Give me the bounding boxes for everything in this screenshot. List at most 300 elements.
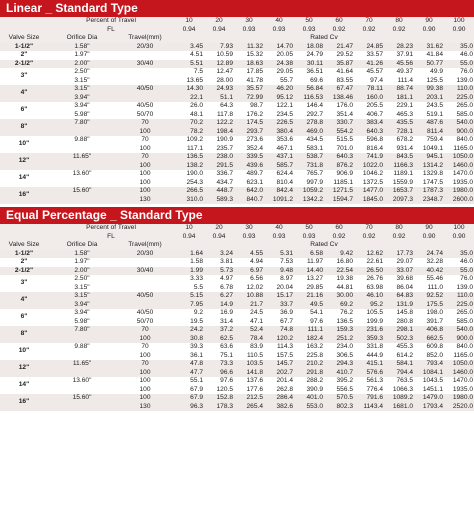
cv-value-cell: 36.51 xyxy=(294,68,324,77)
cv-value-cell: 906.9 xyxy=(324,170,354,179)
cv-value-cell: 20.05 xyxy=(264,51,294,60)
cv-value-cell: 226.5 xyxy=(264,119,294,128)
cv-value-cell: 802.3 xyxy=(324,403,354,412)
table-row xyxy=(0,153,474,162)
orifice-cell xyxy=(48,196,116,205)
cv-value-cell: 293.7 xyxy=(234,128,264,137)
cv-value-cell: 105.5 xyxy=(354,309,384,318)
cv-value-cell: 900.0 xyxy=(444,128,474,137)
cv-value-cell: 1143.4 xyxy=(354,403,384,412)
valve-size-cell: 12" xyxy=(0,153,48,170)
orifice-cell: 2.50" xyxy=(48,275,116,284)
cv-value-cell: 190.9 xyxy=(204,136,234,145)
orifice-cell: 1.58" xyxy=(48,43,116,52)
cv-value-cell: 55.1 xyxy=(174,377,204,386)
table-row xyxy=(0,145,474,154)
cv-value-cell: 997.9 xyxy=(294,179,324,188)
cv-value-cell: 1470.0 xyxy=(444,170,474,179)
cv-value-cell: 1594.7 xyxy=(324,196,354,205)
cv-value-cell: 14.70 xyxy=(264,43,294,52)
cv-value-cell: 731.8 xyxy=(294,162,324,171)
valve-size-cell: 8" xyxy=(0,326,48,343)
travel-cell xyxy=(116,275,174,284)
valve-size-cell: 1-1/2" xyxy=(0,250,48,259)
fl-value: 0.90 xyxy=(414,233,444,242)
table-row xyxy=(0,43,474,52)
cv-value-cell: 139.0 xyxy=(444,284,474,293)
cv-value-cell: 15.32 xyxy=(234,51,264,60)
cv-value-cell: 110.0 xyxy=(444,85,474,94)
percent-row xyxy=(0,17,474,26)
cv-value-cell: 1980.0 xyxy=(444,187,474,196)
cv-value-cell: 852.0 xyxy=(414,352,444,361)
table-row xyxy=(0,386,474,395)
cv-value-cell: 39.68 xyxy=(384,275,414,284)
cv-value-cell: 585.0 xyxy=(444,318,474,327)
cv-value-cell: 1066.3 xyxy=(384,386,414,395)
orifice-cell xyxy=(48,162,116,171)
fl-value: 0.92 xyxy=(324,26,354,35)
cv-value-cell: 231.6 xyxy=(354,326,384,335)
cv-value-cell: 465.3 xyxy=(384,111,414,120)
travel-cell: 100 xyxy=(116,170,174,179)
cv-value-cell: 1477.0 xyxy=(354,187,384,196)
travel-header: Travel(mm) xyxy=(116,241,174,250)
table-row xyxy=(0,111,474,120)
cv-value-cell: 390.9 xyxy=(294,386,324,395)
cv-value-cell: 70.2 xyxy=(174,119,204,128)
cv-value-cell: 19.38 xyxy=(324,275,354,284)
percent-value: 60 xyxy=(324,224,354,233)
cv-value-cell: 17.85 xyxy=(234,68,264,77)
orifice-dia-header: Orifice Dia xyxy=(48,241,116,250)
table-row xyxy=(0,68,474,77)
orifice-cell xyxy=(48,145,116,154)
valve-size-cell: 10" xyxy=(0,136,48,153)
cv-value-cell: 900.0 xyxy=(444,335,474,344)
orifice-cell: 5.98" xyxy=(48,318,116,327)
cv-value-cell: 4.97 xyxy=(204,275,234,284)
fl-row xyxy=(0,233,474,242)
orifice-cell: 13.60" xyxy=(48,170,116,179)
cv-value-cell: 136.5 xyxy=(174,153,204,162)
cv-value-cell: 117.1 xyxy=(174,145,204,154)
cv-value-cell: 17.73 xyxy=(384,250,414,259)
travel-cell: 100 xyxy=(116,335,174,344)
travel-cell xyxy=(116,68,174,77)
cv-value-cell: 146.4 xyxy=(294,102,324,111)
fl-value: 0.94 xyxy=(174,233,204,242)
cv-value-cell: 47.7 xyxy=(174,369,204,378)
table-row xyxy=(0,352,474,361)
cv-value-cell: 28.23 xyxy=(384,43,414,52)
cv-value-cell: 24.85 xyxy=(354,43,384,52)
cv-value-cell: 330.7 xyxy=(324,119,354,128)
cv-value-cell: 1681.0 xyxy=(384,403,414,412)
cv-value-cell: 229.1 xyxy=(384,102,414,111)
cv-value-cell: 76.0 xyxy=(444,68,474,77)
cv-value-cell: 95.2 xyxy=(354,301,384,310)
travel-cell: 130 xyxy=(116,196,174,205)
table-row xyxy=(0,377,474,386)
valve-size-cell: 4" xyxy=(0,85,48,102)
orifice-cell: 3.94" xyxy=(48,94,116,103)
orifice-cell: 3.15" xyxy=(48,85,116,94)
travel-cell: 100 xyxy=(116,187,174,196)
fl-value: 0.93 xyxy=(264,233,294,242)
travel-header: Travel(mm) xyxy=(116,34,174,43)
cv-value-cell: 1460.0 xyxy=(444,369,474,378)
cv-value-cell: 624.4 xyxy=(264,170,294,179)
travel-cell: 30/40 xyxy=(116,60,174,69)
cv-value-cell: 1451.1 xyxy=(414,386,444,395)
travel-cell: 70 xyxy=(116,326,174,335)
cv-value-cell: 6.27 xyxy=(204,292,234,301)
blank-cell xyxy=(0,17,48,26)
orifice-cell: 11.65" xyxy=(48,360,116,369)
cv-value-cell: 395.2 xyxy=(324,377,354,386)
cv-value-cell: 840.7 xyxy=(234,196,264,205)
cv-value-cell: 1046.2 xyxy=(354,170,384,179)
cv-value-cell: 212.5 xyxy=(234,394,264,403)
cv-value-cell: 181.1 xyxy=(384,94,414,103)
cv-value-cell: 145.7 xyxy=(264,360,294,369)
cv-value-cell: 37.91 xyxy=(384,51,414,60)
cv-value-cell: 225.0 xyxy=(444,94,474,103)
cv-value-cell: 583.1 xyxy=(294,145,324,154)
travel-cell: 100 xyxy=(116,352,174,361)
travel-cell: 100 xyxy=(116,394,174,403)
cv-value-cell: 3.81 xyxy=(204,258,234,267)
cv-value-cell: 75.1 xyxy=(204,352,234,361)
cv-value-cell: 159.3 xyxy=(324,326,354,335)
cv-value-cell: 136.5 xyxy=(324,318,354,327)
orifice-cell: 5.98" xyxy=(48,111,116,120)
travel-cell: 100 xyxy=(116,369,174,378)
cv-value-cell: 791.6 xyxy=(354,394,384,403)
cv-value-cell: 502.3 xyxy=(384,335,414,344)
cv-value-cell: 1314.2 xyxy=(414,162,444,171)
orifice-cell: 3.15" xyxy=(48,292,116,301)
cv-value-cell: 56.84 xyxy=(294,85,324,94)
cv-value-cell: 3.33 xyxy=(174,275,204,284)
cv-value-cell: 97.6 xyxy=(204,377,234,386)
cv-value-cell: 584.1 xyxy=(384,360,414,369)
fl-value: 0.94 xyxy=(174,26,204,35)
cv-value-cell: 310.0 xyxy=(174,196,204,205)
orifice-cell: 3.15" xyxy=(48,77,116,86)
cv-value-cell: 55.46 xyxy=(414,275,444,284)
cv-value-cell: 64.83 xyxy=(384,292,414,301)
cv-value-cell: 31.4 xyxy=(204,318,234,327)
cv-value-cell: 21.47 xyxy=(324,43,354,52)
table-row xyxy=(0,326,474,335)
cv-value-cell: 26.0 xyxy=(174,102,204,111)
cv-value-cell: 382.6 xyxy=(264,403,294,412)
table-row xyxy=(0,179,474,188)
orifice-cell xyxy=(48,386,116,395)
cv-value-cell: 141.8 xyxy=(234,369,264,378)
fl-value: 0.92 xyxy=(384,233,414,242)
percent-of-travel-label: Percent of Travel xyxy=(48,224,174,233)
cv-value-cell: 1559.9 xyxy=(384,179,414,188)
fl-value: 0.94 xyxy=(204,233,234,242)
valve-size-cell: 3" xyxy=(0,275,48,292)
cv-value-cell: 9.48 xyxy=(264,267,294,276)
cv-value-cell: 137.6 xyxy=(234,377,264,386)
percent-value: 90 xyxy=(414,17,444,26)
cv-value-cell: 1470.0 xyxy=(444,377,474,386)
cv-value-cell: 13.65 xyxy=(174,77,204,86)
cv-value-cell: 160.0 xyxy=(354,94,384,103)
cv-value-cell: 69.2 xyxy=(324,301,354,310)
percent-of-travel-label: Percent of Travel xyxy=(48,17,174,26)
fl-row xyxy=(0,26,474,35)
cv-value-cell: 254.3 xyxy=(174,179,204,188)
fl-value: 0.90 xyxy=(444,26,474,35)
orifice-cell xyxy=(48,179,116,188)
cv-value-cell: 67.9 xyxy=(174,394,204,403)
cv-value-cell: 469.0 xyxy=(294,128,324,137)
cv-value-cell: 35.87 xyxy=(324,60,354,69)
percent-value: 10 xyxy=(174,224,204,233)
cv-value-cell: 55.0 xyxy=(444,267,474,276)
cv-value-cell: 265.4 xyxy=(234,403,264,412)
fl-value: 0.93 xyxy=(294,26,324,35)
cv-value-cell: 2520.0 xyxy=(444,403,474,412)
cv-value-cell: 49.5 xyxy=(294,301,324,310)
cv-value-cell: 596.8 xyxy=(354,136,384,145)
cv-value-cell: 202.7 xyxy=(264,369,294,378)
cv-value-cell: 86.04 xyxy=(384,284,414,293)
cv-value-cell: 49.9 xyxy=(414,68,444,77)
cv-value-cell: 39.3 xyxy=(174,343,204,352)
travel-cell: 70 xyxy=(116,343,174,352)
valve-size-cell: 10" xyxy=(0,343,48,360)
cv-value-cell: 203.1 xyxy=(414,94,444,103)
cv-value-cell: 110.0 xyxy=(444,292,474,301)
cv-value-cell: 2097.3 xyxy=(384,196,414,205)
cv-value-cell: 20.04 xyxy=(264,284,294,293)
cv-value-cell: 225.8 xyxy=(294,352,324,361)
cv-value-cell: 1845.0 xyxy=(354,196,384,205)
table-row xyxy=(0,403,474,412)
orifice-cell: 7.80" xyxy=(48,326,116,335)
cv-value-cell: 1271.5 xyxy=(324,187,354,196)
cv-value-cell: 177.6 xyxy=(234,386,264,395)
cv-value-cell: 41.26 xyxy=(354,60,384,69)
percent-value: 100 xyxy=(444,224,474,233)
blank-cell xyxy=(0,233,48,242)
cv-value-cell: 14.30 xyxy=(174,85,204,94)
cv-value-cell: 286.4 xyxy=(264,394,294,403)
cv-value-cell: 7.5 xyxy=(174,68,204,77)
table-row xyxy=(0,394,474,403)
cv-value-cell: 28.00 xyxy=(204,77,234,86)
orifice-cell: 1.58" xyxy=(48,250,116,259)
cv-value-cell: 36.9 xyxy=(264,309,294,318)
percent-value: 50 xyxy=(294,224,324,233)
cv-value-cell: 1653.7 xyxy=(384,187,414,196)
cv-value-cell: 640.3 xyxy=(324,153,354,162)
cv-value-cell: 467.1 xyxy=(264,145,294,154)
cv-value-cell: 640.3 xyxy=(354,128,384,137)
percent-value: 40 xyxy=(264,224,294,233)
orifice-cell: 9.88" xyxy=(48,343,116,352)
cv-value-cell: 201.4 xyxy=(264,377,294,386)
percent-value: 70 xyxy=(354,224,384,233)
orifice-cell: 3.94" xyxy=(48,301,116,310)
section-title: Equal Percentage _ Standard Type xyxy=(0,207,474,224)
valve-size-cell: 12" xyxy=(0,360,48,377)
orifice-cell: 1.97" xyxy=(48,258,116,267)
cv-value-cell: 763.5 xyxy=(384,377,414,386)
cv-value-cell: 178.3 xyxy=(204,403,234,412)
cv-value-cell: 238.0 xyxy=(204,153,234,162)
cv-value-cell: 67.7 xyxy=(264,318,294,327)
travel-cell: 70 xyxy=(116,119,174,128)
cv-value-cell: 556.5 xyxy=(324,386,354,395)
cv-value-cell: 391.7 xyxy=(414,318,444,327)
cv-value-cell: 448.7 xyxy=(204,187,234,196)
cv-value-cell: 29.07 xyxy=(384,258,414,267)
fl-value: 0.90 xyxy=(444,233,474,242)
cv-value-cell: 538.7 xyxy=(294,153,324,162)
percent-value: 20 xyxy=(204,17,234,26)
cv-value-cell: 41.64 xyxy=(324,68,354,77)
cv-value-cell: 1460.0 xyxy=(444,162,474,171)
cv-value-cell: 288.2 xyxy=(294,377,324,386)
cv-value-cell: 198.4 xyxy=(204,128,234,137)
cv-value-cell: 122.1 xyxy=(264,102,294,111)
cv-value-cell: 434.5 xyxy=(294,136,324,145)
cv-value-cell: 176.2 xyxy=(234,111,264,120)
cv-value-cell: 63.98 xyxy=(354,284,384,293)
cv-value-cell: 78.2 xyxy=(174,128,204,137)
cv-value-cell: 728.1 xyxy=(384,128,414,137)
table-row xyxy=(0,94,474,103)
percent-value: 70 xyxy=(354,17,384,26)
valve-size-cell: 4" xyxy=(0,292,48,309)
cv-value-cell: 83.55 xyxy=(324,77,354,86)
cv-value-cell: 3.45 xyxy=(174,43,204,52)
cv-value-cell: 765.7 xyxy=(294,170,324,179)
cv-value-cell: 292.7 xyxy=(294,111,324,120)
travel-cell xyxy=(116,51,174,60)
cv-value-cell: 262.8 xyxy=(264,386,294,395)
valve-size-header: Valve Size xyxy=(0,241,48,250)
cv-value-cell: 1059.2 xyxy=(294,187,324,196)
cv-value-cell: 29.52 xyxy=(324,51,354,60)
cv-value-cell: 435.5 xyxy=(384,119,414,128)
cv-value-cell: 111.0 xyxy=(414,284,444,293)
cv-value-cell: 876.2 xyxy=(324,162,354,171)
cv-value-cell: 439.6 xyxy=(234,162,264,171)
valve-size-cell: 2" xyxy=(0,258,48,267)
percent-value: 40 xyxy=(264,17,294,26)
cv-value-cell: 1787.3 xyxy=(414,187,444,196)
cv-value-cell: 840.0 xyxy=(444,343,474,352)
cv-value-cell: 120.2 xyxy=(264,335,294,344)
orifice-cell: 7.80" xyxy=(48,119,116,128)
cv-value-cell: 1022.0 xyxy=(354,162,384,171)
cv-value-cell: 7.95 xyxy=(174,301,204,310)
cv-value-cell: 97.4 xyxy=(354,77,384,86)
cv-value-cell: 794.4 xyxy=(384,369,414,378)
cv-value-cell: 5.15 xyxy=(174,292,204,301)
table-row xyxy=(0,309,474,318)
cv-value-cell: 291.8 xyxy=(294,369,324,378)
cv-value-cell: 585.7 xyxy=(264,162,294,171)
orifice-cell: 13.60" xyxy=(48,377,116,386)
cv-value-cell: 273.6 xyxy=(234,136,264,145)
fl-value: 0.92 xyxy=(384,26,414,35)
travel-cell: 130 xyxy=(116,403,174,412)
cv-value-cell: 157.5 xyxy=(264,352,294,361)
cv-value-cell: 5.31 xyxy=(264,250,294,259)
blank-cell xyxy=(0,26,48,35)
cv-value-cell: 266.5 xyxy=(174,187,204,196)
fl-value: 0.92 xyxy=(324,233,354,242)
travel-cell: 30/40 xyxy=(116,267,174,276)
travel-cell: 100 xyxy=(116,145,174,154)
cv-value-cell: 72.99 xyxy=(234,94,264,103)
cv-value-cell: 138.46 xyxy=(324,94,354,103)
travel-cell: 50/70 xyxy=(116,111,174,120)
cv-value-cell: 406.8 xyxy=(414,326,444,335)
cv-value-cell: 7.53 xyxy=(264,258,294,267)
cv-value-cell: 840.0 xyxy=(444,136,474,145)
travel-cell xyxy=(116,94,174,103)
cv-value-cell: 21.7 xyxy=(234,301,264,310)
cv-value-cell: 55.7 xyxy=(264,77,294,86)
cv-value-cell: 46.0 xyxy=(444,258,474,267)
cv-value-cell: 793.4 xyxy=(414,360,444,369)
orifice-cell xyxy=(48,403,116,412)
cv-value-cell: 7.93 xyxy=(204,43,234,52)
cv-value-cell: 444.9 xyxy=(354,352,384,361)
cv-value-cell: 235.7 xyxy=(204,145,234,154)
cv-value-cell: 55.0 xyxy=(444,60,474,69)
cv-value-cell: 24.79 xyxy=(294,51,324,60)
cv-value-cell: 174.5 xyxy=(234,119,264,128)
cv-value-cell: 190.0 xyxy=(174,170,204,179)
section-title: Linear _ Standard Type xyxy=(0,0,474,17)
cv-value-cell: 163.2 xyxy=(294,343,324,352)
cv-value-cell: 243.5 xyxy=(414,102,444,111)
cv-value-cell: 64.3 xyxy=(204,102,234,111)
cv-value-cell: 41.78 xyxy=(234,77,264,86)
cv-value-cell: 175.5 xyxy=(414,301,444,310)
cv-value-cell: 98.7 xyxy=(234,102,264,111)
cv-value-cell: 589.3 xyxy=(204,196,234,205)
cv-value-cell: 383.4 xyxy=(354,119,384,128)
table-row xyxy=(0,343,474,352)
cv-value-cell: 1185.1 xyxy=(324,179,354,188)
cv-value-cell: 10.59 xyxy=(204,51,234,60)
cv-value-cell: 62.5 xyxy=(204,335,234,344)
cv-value-cell: 117.8 xyxy=(204,111,234,120)
orifice-cell xyxy=(48,369,116,378)
travel-cell xyxy=(116,77,174,86)
cv-value-cell: 22.54 xyxy=(324,267,354,276)
cv-value-cell: 67.47 xyxy=(324,85,354,94)
cv-value-cell: 22.1 xyxy=(174,94,204,103)
cv-value-cell: 1165.0 xyxy=(444,352,474,361)
travel-cell: 100 xyxy=(116,128,174,137)
orifice-dia-header: Orifice Dia xyxy=(48,34,116,43)
cv-value-cell: 759.4 xyxy=(414,136,444,145)
